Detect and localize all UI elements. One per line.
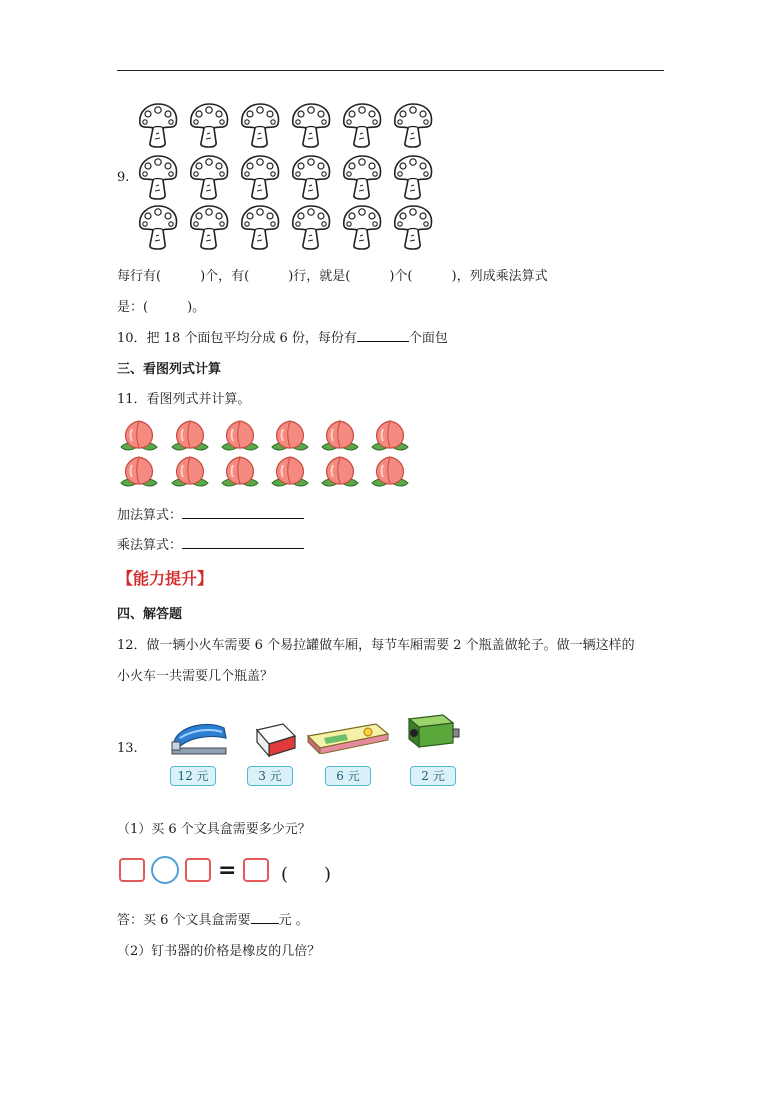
mushroom-icon [340, 102, 384, 148]
unit-parens[interactable]: ( ) [281, 864, 332, 885]
addition-label: 加法算式： [117, 508, 183, 523]
mushroom-icon [340, 204, 384, 250]
section4-title: 四、解答题 [117, 607, 183, 622]
q13-sub1: （1）买 6 个文具盒需要多少元？ [117, 822, 311, 837]
price-tag-stapler: 12 元 [170, 766, 216, 786]
q10-after: 个面包 [408, 331, 448, 346]
mushroom-icon [238, 102, 282, 148]
mushroom-icon [136, 102, 180, 148]
answer-blank[interactable] [251, 911, 279, 924]
q11-addition [117, 504, 304, 523]
ability-title: 【能力提升】 [117, 569, 214, 588]
sharpener-icon [403, 709, 461, 751]
q12-line2: 小火车一共需要几个瓶盖？ [117, 669, 274, 684]
mushroom-icon [289, 102, 333, 148]
q13-sub2: （2）钉书器的价格是橡皮的几倍？ [117, 944, 321, 959]
mushroom-icon [391, 204, 435, 250]
mushroom-icon [136, 154, 180, 200]
q13-answer [117, 909, 309, 928]
mushroom-icon [391, 154, 435, 200]
peach-icon [320, 452, 360, 490]
peach-icon [119, 416, 159, 454]
q13-number: 13. [117, 741, 138, 756]
answer-box-1[interactable] [119, 858, 145, 882]
answer-box-2[interactable] [185, 858, 211, 882]
q11-multiplication [117, 534, 304, 553]
q10-blank[interactable] [357, 329, 409, 342]
section3-title: 三、看图列式计算 [117, 362, 222, 377]
peach-icon [220, 452, 260, 490]
peach-icon [220, 416, 260, 454]
q9-number: 9. [117, 170, 130, 185]
mushroom-icon [136, 204, 180, 250]
multiplication-blank[interactable] [182, 536, 304, 549]
q9-line1: 每行有( )个，有( )行，就是( )个( )，列成乘法算式 [117, 269, 548, 284]
mushroom-icon [289, 154, 333, 200]
answer-box-result[interactable] [243, 858, 269, 882]
q12-line1: 12．做一辆小火车需要 6 个易拉罐做车厢，每节车厢需要 2 个瓶盖做轮子。做一辆这样的 [117, 638, 635, 653]
peach-icon [170, 452, 210, 490]
price-tag-pencil-case: 6 元 [325, 766, 371, 786]
mushroom-icon [340, 154, 384, 200]
q10-before: 10．把 18 个面包平均分成 6 份，每份有 [117, 331, 357, 346]
multiplication-label: 乘法算式： [117, 538, 183, 553]
peach-icon [170, 416, 210, 454]
peach-icon [270, 416, 310, 454]
pencil-case-icon [306, 720, 390, 754]
mushroom-icon [238, 154, 282, 200]
header-rule [117, 70, 664, 71]
answer-before: 答：买 6 个文具盒需要 [117, 913, 251, 928]
stapler-icon [168, 712, 230, 758]
eraser-icon [251, 718, 301, 758]
mushroom-icon [187, 154, 231, 200]
q10-text [117, 327, 448, 346]
mushroom-icon [391, 102, 435, 148]
peach-icon [119, 452, 159, 490]
mushroom-icon [289, 204, 333, 250]
peach-icon [370, 452, 410, 490]
mushroom-icon [187, 204, 231, 250]
q9-line2: 是：( )。 [117, 300, 206, 315]
peach-icon [320, 416, 360, 454]
answer-after: 元 。 [278, 913, 309, 928]
mushroom-icon [238, 204, 282, 250]
price-tag-eraser: 3 元 [247, 766, 293, 786]
mushroom-icon [187, 102, 231, 148]
peach-icon [370, 416, 410, 454]
q11-prompt: 11．看图列式并计算。 [117, 392, 251, 407]
operator-circle[interactable] [151, 856, 179, 884]
addition-blank[interactable] [182, 506, 304, 519]
equals-sign: = [218, 858, 237, 883]
peach-icon [270, 452, 310, 490]
price-tag-sharpener: 2 元 [410, 766, 456, 786]
